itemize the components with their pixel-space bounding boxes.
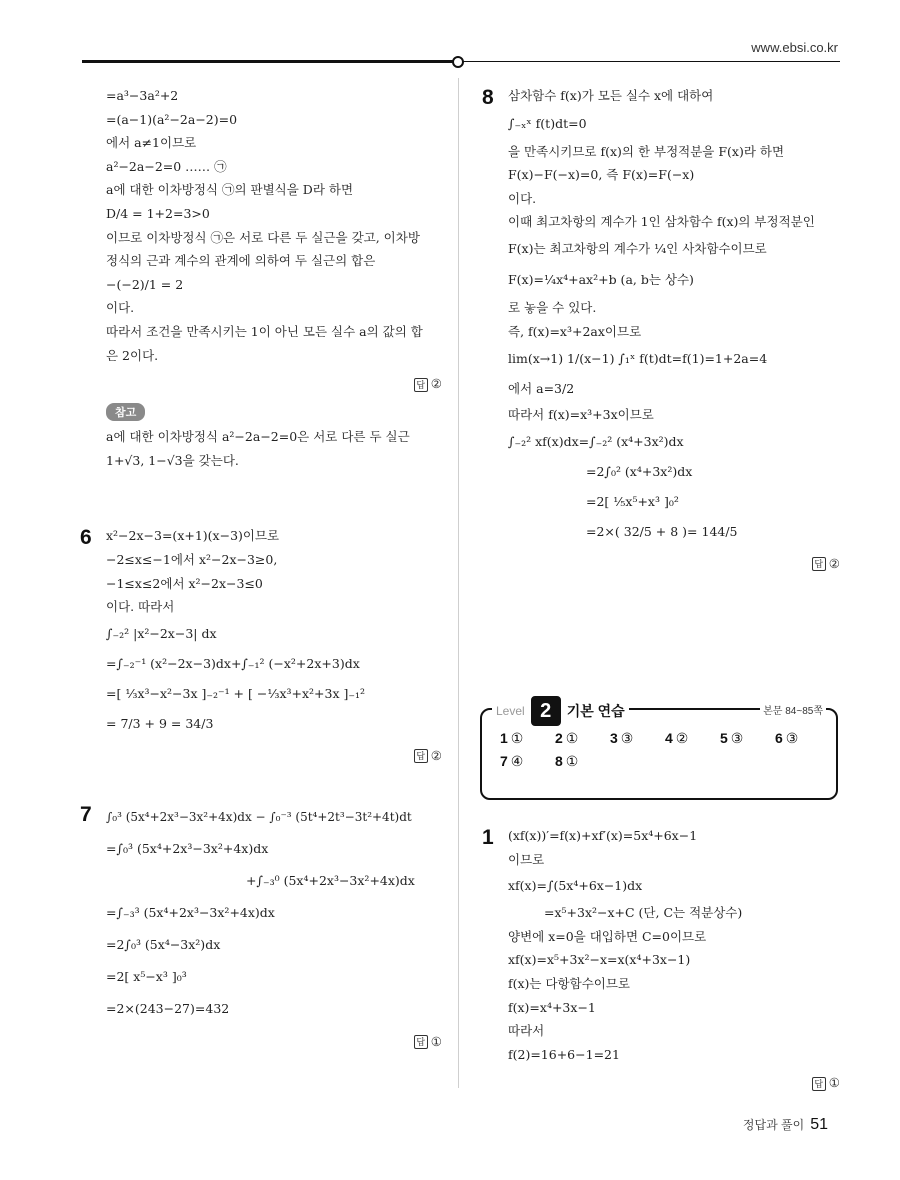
solution-line: a에 대한 이차방정식 ㉠의 판별식을 D라 하면	[106, 182, 354, 198]
problem-number: 7	[80, 802, 92, 826]
answer-choice: ②	[430, 747, 442, 763]
solution-line: f(x)는 다항함수이므로	[508, 975, 631, 991]
answer-key-item: 2 ①	[555, 730, 579, 746]
answer-marker	[82, 1031, 442, 1053]
solution-line: =2[ x⁵−x³ ]₀³	[106, 968, 187, 984]
reference-badge: 참고	[106, 403, 145, 421]
level-title: 기본 연습	[566, 703, 625, 719]
answer-marker	[484, 1072, 840, 1094]
solution-line: xf(x)=∫(5x⁴+6x−1)dx	[508, 878, 643, 894]
level-answer-box	[480, 700, 838, 800]
solution-line: ∫₀³ (5x⁴+2x³−3x²+4x)dx − ∫₀⁻³ (5t⁴+2t³−3t²+4t)dt	[106, 809, 412, 824]
answer-key-item: 6 ③	[775, 730, 799, 746]
solution-line: D/4 = 1+2=3>0	[106, 205, 210, 221]
page-number: 51	[810, 1116, 828, 1133]
reference-line: a에 대한 이차방정식 a²−2a−2=0은 서로 다른 두 실근	[106, 429, 410, 445]
answer-choice: ②	[828, 555, 840, 571]
solution-line: 따라서 조건을 만족시키는 1이 아닌 모든 실수 a의 값의 합	[106, 323, 423, 339]
answer-choice: ②	[430, 376, 442, 392]
solution-line: = 7/3 + 9 = 34/3	[106, 715, 214, 731]
header-rule-dot	[452, 56, 464, 68]
answer-key-item: 1 ①	[500, 730, 524, 746]
solution-line: F(x)−F(−x)=0, 즉 F(x)=F(−x)	[508, 167, 695, 183]
solution-line: 이다.	[508, 190, 537, 206]
problem-number: 1	[482, 826, 494, 849]
solution-line: −(−2)/1 = 2	[106, 276, 184, 292]
answer-icon: 답	[414, 1035, 428, 1049]
solution-line: 로 놓을 수 있다.	[508, 299, 597, 315]
solution-line: =2×( 32/5 + 8 )= 144/5	[586, 523, 738, 539]
level-page-range: 본문 84~85쪽	[760, 702, 826, 717]
reference-line: 1+√3, 1−√3을 갖는다.	[106, 452, 239, 468]
solution-line: =∫₀³ (5x⁴+2x³−3x²+4x)dx	[106, 840, 269, 856]
problem-number: 6	[80, 526, 92, 550]
solution-line: =[ ⅓x³−x²−3x ]₋₂⁻¹ + [ −⅓x³+x²+3x ]₋₁²	[106, 685, 365, 701]
solution-line: a²−2a−2=0 …… ㉠	[106, 158, 227, 174]
solution-line: =∫₋₃³ (5x⁴+2x³−3x²+4x)dx	[106, 904, 275, 920]
level-number: 2	[531, 696, 561, 726]
solution-line: ∫₋ₓˣ f(t)dt=0	[508, 115, 587, 131]
solution-7	[82, 801, 442, 1053]
answer-marker	[82, 373, 442, 395]
solution-line: =2[ ⅕x⁵+x³ ]₀²	[586, 493, 679, 509]
solution-line: 양변에 x=0을 대입하면 C=0이므로	[508, 928, 707, 944]
answer-icon: 답	[414, 749, 428, 763]
left-column	[82, 84, 442, 1053]
solution-6	[82, 524, 442, 766]
right-column	[482, 84, 840, 1091]
solution-line: 따라서 f(x)=x³+3x이므로	[508, 407, 654, 423]
answer-key-item: 7 ④	[500, 753, 524, 769]
solution-line: 따라서	[508, 1023, 545, 1039]
answer-key-item: 3 ③	[610, 730, 634, 746]
solution-line: 에서 a≠1이므로	[106, 135, 197, 151]
answer-key-item: 8 ①	[555, 753, 579, 769]
answer-marker	[82, 745, 442, 767]
solution-line: −1≤x≤2에서 x²−2x−3≤0	[106, 575, 263, 591]
header-rule-thin	[462, 61, 840, 62]
column-divider	[458, 78, 459, 1088]
solution-line: F(x)는 최고차항의 계수가 ¼인 사차함수이므로	[508, 240, 767, 256]
header-rule	[82, 60, 456, 63]
solution-line: lim(x→1) 1/(x−1) ∫₁ˣ f(t)dt=f(1)=1+2a=4	[508, 351, 768, 367]
solution-line: 이때 최고차항의 계수가 1인 삼차함수 f(x)의 부정적분인	[508, 214, 815, 230]
solution-line: −2≤x≤−1에서 x²−2x−3≥0,	[106, 551, 278, 567]
solution-line: 이므로 이차방정식 ㉠은 서로 다른 두 실근을 갖고, 이차방	[106, 229, 420, 245]
solution-line: 은 2이다.	[106, 347, 159, 363]
answer-key-item: 4 ②	[665, 730, 689, 746]
site-url: www.ebsi.co.kr	[751, 40, 838, 55]
answer-choice: ①	[430, 1033, 442, 1049]
solution-line: f(2)=16+6−1=21	[508, 1046, 620, 1062]
level-tag	[492, 696, 629, 726]
answer-key-grid	[500, 730, 830, 770]
solution-line: F(x)=¼x⁴+ax²+b (a, b는 상수)	[508, 271, 694, 287]
answer-choice: ①	[828, 1075, 840, 1091]
solution-line: =x⁵+3x²−x+C (단, C는 적분상수)	[544, 905, 743, 921]
problem-number: 8	[482, 86, 494, 109]
solution-line: +∫₋₃⁰ (5x⁴+2x³−3x²+4x)dx	[246, 872, 415, 888]
page-footer	[743, 1116, 828, 1134]
answer-key-item: 5 ③	[720, 730, 744, 746]
solution-line: 정식의 근과 계수의 관계에 의하여 두 실근의 합은	[106, 253, 376, 269]
solution-line: ∫₋₂² |x²−2x−3| dx	[106, 625, 217, 641]
solution-line: 을 만족시키므로 f(x)의 한 부정적분을 F(x)라 하면	[508, 143, 785, 159]
solution-line: ∫₋₂² xf(x)dx=∫₋₂² (x⁴+3x²)dx	[508, 433, 684, 449]
level-word: Level	[496, 704, 525, 718]
solution-line: 에서 a=3/2	[508, 381, 575, 397]
solution-line: =2∫₀³ (5x⁴−3x²)dx	[106, 936, 221, 952]
solution-line: =2∫₀² (x⁴+3x²)dx	[586, 463, 693, 479]
footer-label: 정답과 풀이	[742, 1118, 805, 1132]
solution-1	[484, 824, 840, 1094]
solution-line: 이다.	[106, 300, 135, 316]
answer-icon: 답	[812, 1077, 826, 1091]
solution-line: (xf(x))′=f(x)+xf′(x)=5x⁴+6x−1	[508, 828, 698, 843]
solution-line: =2×(243−27)=432	[106, 1000, 230, 1016]
solution-line: =(a−1)(a²−2a−2)=0	[106, 111, 238, 127]
solution-line: 즉, f(x)=x³+2ax이므로	[508, 323, 642, 339]
solution-line: 이다. 따라서	[106, 599, 175, 615]
solution-5-continued	[82, 84, 442, 472]
answer-icon: 답	[414, 378, 428, 392]
answer-icon: 답	[812, 557, 826, 571]
solution-line: xf(x)=x⁵+3x²−x=x(x⁴+3x−1)	[508, 952, 691, 968]
solution-line: 이므로	[508, 851, 545, 867]
solution-line: =∫₋₂⁻¹ (x²−2x−3)dx+∫₋₁² (−x²+2x+3)dx	[106, 655, 360, 671]
solution-line: x²−2x−3=(x+1)(x−3)이므로	[106, 528, 280, 544]
solution-line: 삼차함수 f(x)가 모든 실수 x에 대하여	[508, 88, 714, 103]
answer-marker	[484, 553, 840, 575]
solution-8	[484, 84, 840, 575]
solution-line: =a³−3a²+2	[106, 88, 179, 103]
solution-line: f(x)=x⁴+3x−1	[508, 999, 596, 1015]
